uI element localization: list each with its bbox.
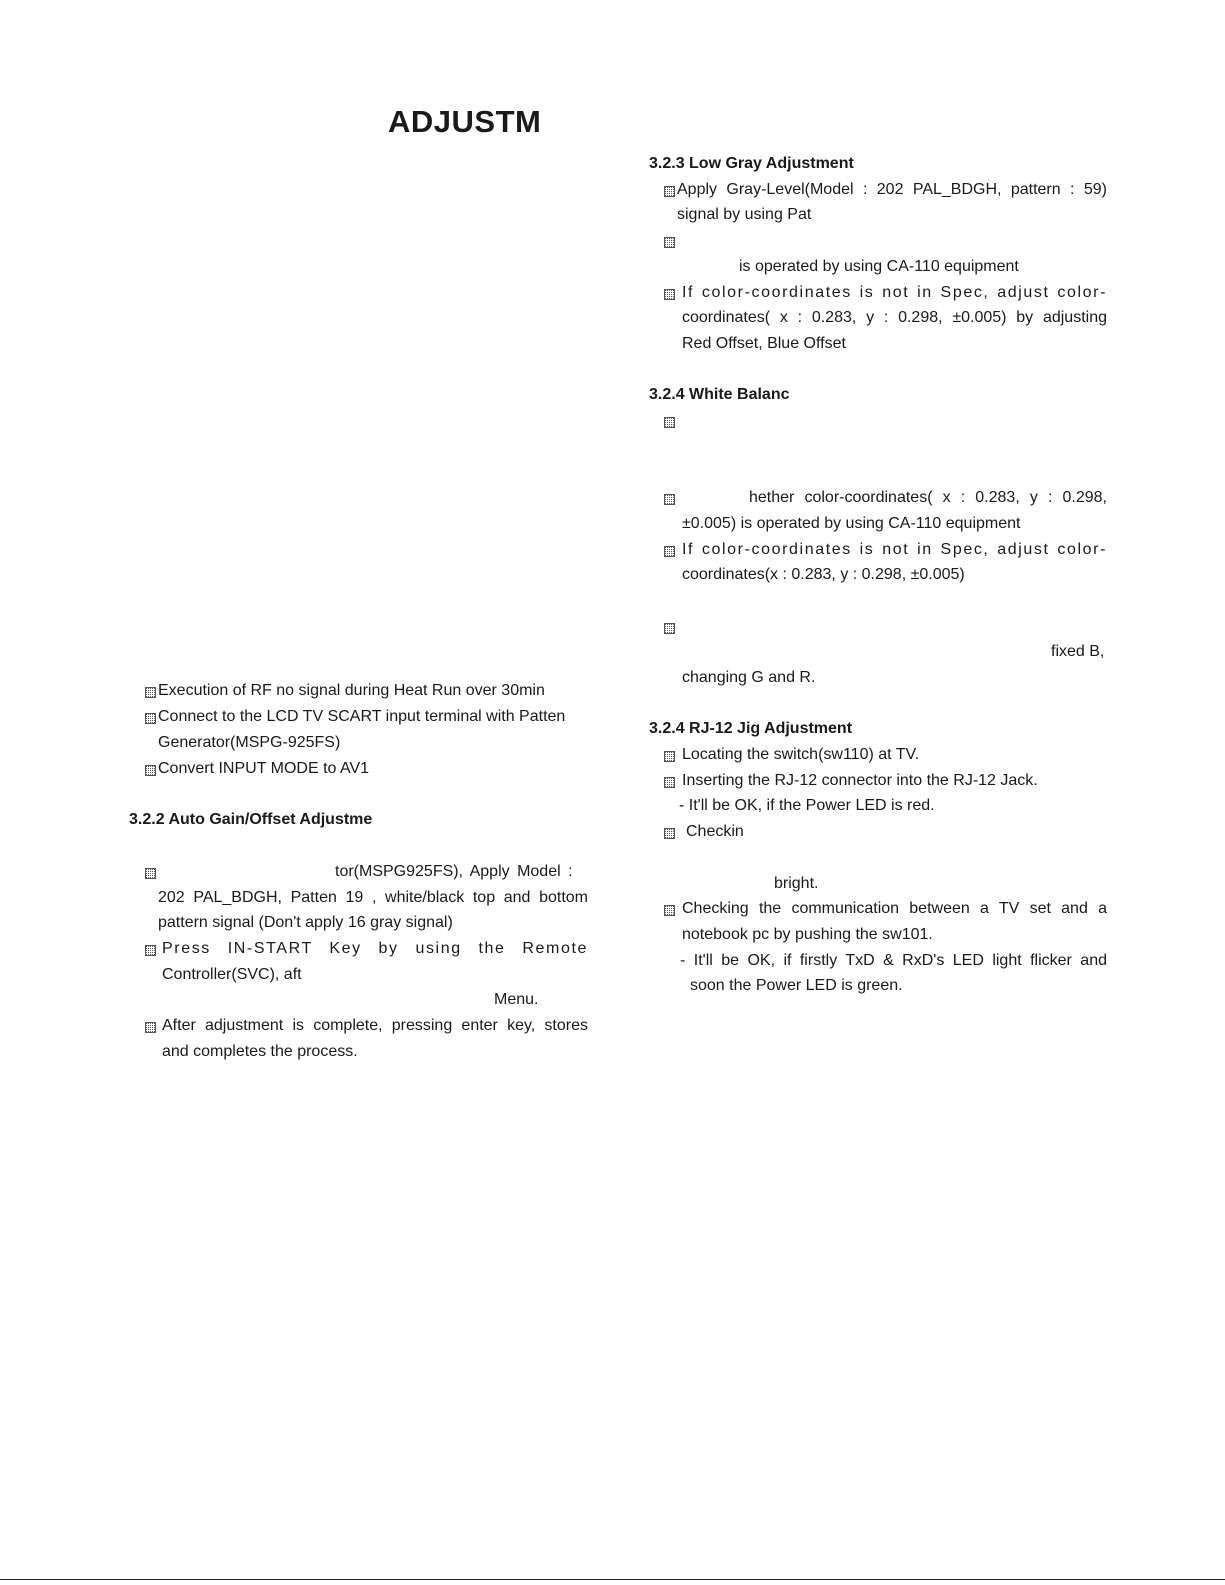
section-323-line-5: coordinates( x : 0.283, y : 0.298, ±0.005) by adjusting	[682, 309, 1107, 326]
bullet-icon	[146, 946, 155, 955]
heatrun-item-2: Connect to the LCD TV SCART input terminal with Patten	[158, 708, 566, 725]
section-323-line-6: Red Offset, Blue Offset	[682, 335, 846, 352]
section-322-line-4: Press IN-START Key by using the Remote	[162, 940, 588, 957]
bullet-icon	[146, 766, 155, 775]
section-324b-line-5: bright.	[774, 875, 819, 892]
section-322-line-7: After adjustment is complete, pressing enter key, stores	[162, 1017, 588, 1034]
bullet-icon	[665, 906, 674, 915]
section-324a-line-4: coordinates(x : 0.283, y : 0.298, ±0.005)	[682, 566, 965, 583]
section-324b-line-7: notebook pc by pushing the sw101.	[682, 926, 933, 943]
page-title: ADJUSTM	[388, 104, 542, 139]
bullet-icon	[665, 495, 674, 504]
section-324b-line-3: - It'll be OK, if the Power LED is red.	[679, 797, 935, 814]
bullet-icon	[146, 688, 155, 697]
heatrun-item-2-cont: Generator(MSPG-925FS)	[158, 734, 341, 751]
bullet-icon	[665, 778, 674, 787]
section-322-line-6: Menu.	[494, 991, 539, 1008]
section-323-line-1: Apply Gray-Level(Model : 202 PAL_BDGH, pattern : 59)	[677, 181, 1107, 198]
bullet-icon	[146, 714, 155, 723]
section-324a-line-1: hether color-coordinates( x : 0.283, y : 0.298,	[749, 489, 1107, 506]
bullet-icon	[665, 418, 674, 427]
bullet-icon	[665, 752, 674, 761]
section-323-line-4: If color-coordinates is not in Spec, adjust color-	[682, 284, 1107, 301]
section-324b-line-8: - It'll be OK, if firstly TxD & RxD's LED light flicker and	[680, 952, 1107, 969]
section-324b-line-1: Locating the switch(sw110) at TV.	[682, 746, 920, 763]
section-322-line-8: and completes the process.	[162, 1043, 358, 1060]
section-324b-line-2: Inserting the RJ-12 connector into the RJ-12 Jack.	[682, 772, 1038, 789]
section-324a-heading: 3.2.4 White Balanc	[649, 386, 790, 403]
bullet-icon	[146, 869, 155, 878]
section-324a-line-6: changing G and R.	[682, 669, 816, 686]
section-322-line-2: 202 PAL_BDGH, Patten 19 , white/black top and bottom	[158, 889, 588, 906]
heatrun-item-3: Convert INPUT MODE to AV1	[158, 760, 370, 777]
section-323-line-2: signal by using Pat	[677, 206, 812, 223]
section-324b-line-4: Checkin	[686, 823, 744, 840]
section-323-heading: 3.2.3 Low Gray Adjustment	[649, 155, 854, 172]
bullet-icon	[665, 624, 674, 633]
section-322-heading: 3.2.2 Auto Gain/Offset Adjustme	[129, 811, 373, 828]
section-324b-line-6: Checking the communication between a TV set and a	[682, 900, 1107, 917]
section-324a-line-5: fixed B,	[1051, 643, 1105, 660]
bullet-icon	[146, 1023, 155, 1032]
section-324b-heading: 3.2.4 RJ-12 Jig Adjustment	[649, 720, 853, 737]
page-bottom-rule	[0, 1579, 1225, 1580]
section-322-line-3: pattern signal (Don't apply 16 gray signal)	[158, 914, 453, 931]
section-322-line-1: tor(MSPG925FS), Apply Model :	[335, 863, 573, 880]
section-324b-line-9: soon the Power LED is green.	[690, 977, 903, 994]
bullet-icon	[665, 290, 674, 299]
bullet-icon	[665, 238, 674, 247]
heatrun-item-1: Execution of RF no signal during Heat Run over 30min	[158, 682, 545, 699]
section-323-line-3: is operated by using CA-110 equipment	[739, 258, 1019, 275]
section-324a-line-3: If color-coordinates is not in Spec, adjust color-	[682, 541, 1107, 558]
bullet-icon	[665, 547, 674, 556]
bullet-icon	[665, 187, 674, 196]
section-322-line-5: Controller(SVC), aft	[162, 966, 302, 983]
section-324a-line-2: ±0.005) is operated by using CA-110 equipment	[682, 515, 1021, 532]
bullet-icon	[665, 829, 674, 838]
